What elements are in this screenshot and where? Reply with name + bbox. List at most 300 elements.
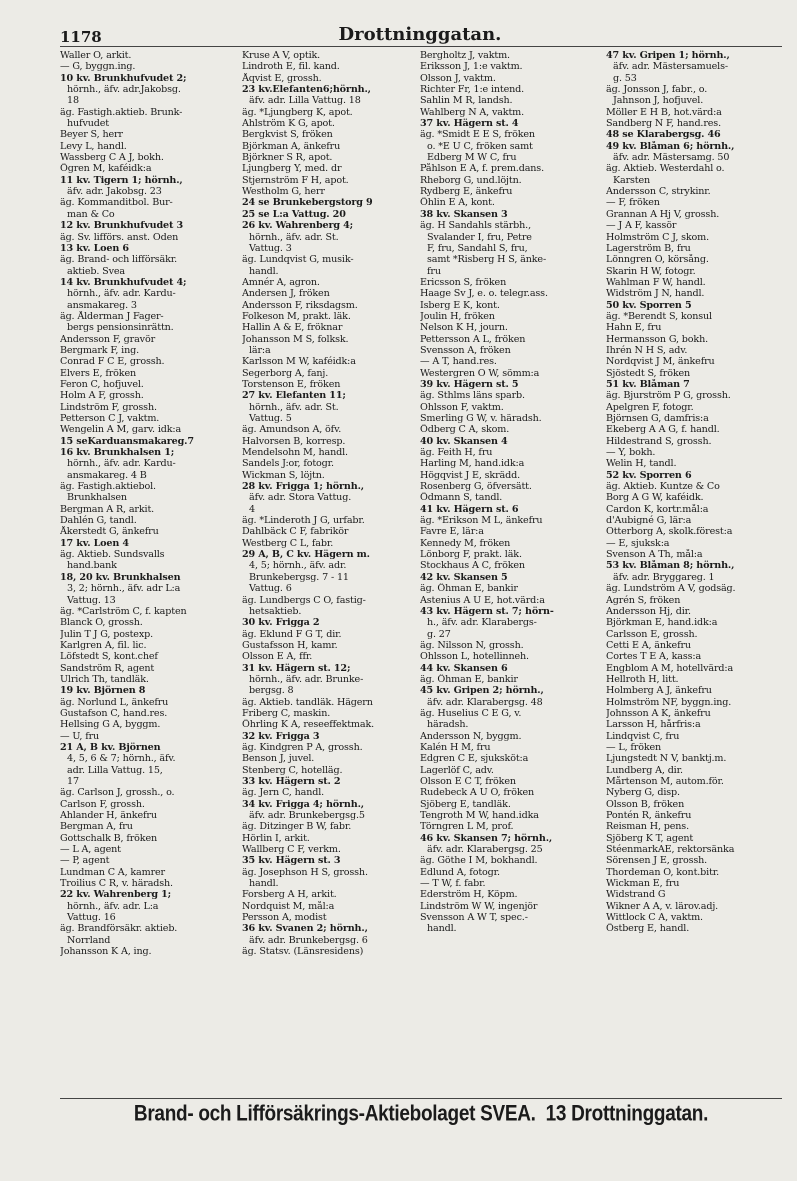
directory-entry: äfv. adr. Mästersamg. 50 (613, 152, 730, 164)
directory-entry: Brunkhalsen (67, 492, 127, 504)
directory-entry: Svenson A Th, mål:a (606, 549, 703, 561)
directory-entry: Halvorsen B, korresp. (242, 435, 346, 447)
block-heading: 38 kv. Skansen 3 (420, 208, 508, 220)
directory-entry: Bergman A, fru (60, 821, 133, 833)
directory-entry: Carlsson E, grossh. (606, 628, 698, 640)
directory-entry: Brunkebergsg. 7 - 11 (249, 571, 349, 583)
directory-entry: Lundberg A, dir. (606, 764, 683, 776)
directory-entry: hörnh., äfv. adr. Kardu- (67, 288, 176, 300)
block-heading: 45 kv. Gripen 2; hörnh., (420, 685, 544, 697)
directory-entry: Rheborg G, und.löjtn. (420, 174, 522, 186)
directory-entry: Ahlström K G, apot. (242, 118, 335, 130)
directory-entry: Engblom A M, hotellvärd:a (606, 662, 734, 674)
directory-entry: äg. Sv. lifförs. anst. Oden (60, 231, 179, 243)
directory-entry: Skarin H W, fotogr. (606, 265, 696, 277)
directory-entry: Mårtenson M, autom.för. (606, 776, 724, 787)
directory-entry: Thordeman O, kont.bitr. (606, 866, 720, 878)
directory-entry: Sjöstedt S, fröken (606, 367, 691, 379)
directory-entry: Grannan A Hj V, grossh. (606, 208, 720, 220)
directory-entry: äfv. adr. Klarabergsg. 48 (427, 696, 543, 708)
directory-entry: Nordqvist J M, änkefru (606, 356, 715, 368)
directory-entry: Kalén H M, fru (420, 741, 491, 753)
block-heading: 28 kv. Frigga 1; hörnh., (242, 481, 364, 493)
directory-entry: Hörlin I, arkit. (242, 832, 310, 844)
directory-entry: Nyberg G, disp. (606, 787, 680, 799)
block-heading: 30 kv. Frigga 2 (242, 617, 320, 629)
directory-entry: äfv. adr. Brunkebergsg. 6 (249, 934, 368, 946)
header-rule (60, 46, 782, 47)
directory-entry: Nordquist M, mål:a (242, 900, 335, 912)
block-heading: 49 kv. Blåman 6; hörnh., (606, 140, 735, 152)
directory-entry: äg. Aktieb. tandläk. Hägern (242, 696, 373, 708)
directory-entry: d'Aubigné G, lär:a (606, 515, 692, 527)
block-heading: 44 kv. Skansen 6 (420, 662, 508, 674)
directory-entry: Westholm G, herr (242, 186, 325, 198)
directory-entry: — F, fröken (606, 197, 660, 209)
directory-entry: Wallberg C F, verkm. (242, 844, 341, 856)
directory-entry: Åkerstedt G, änkefru (60, 526, 159, 538)
directory-entry: Conrad F C E, grossh. (60, 356, 165, 368)
directory-entry: Vattug. 5 (249, 413, 292, 424)
block-heading: 29 A, B, C kv. Hägern m. (242, 549, 370, 561)
directory-entry: ansmakareg. 3 (67, 299, 137, 311)
directory-entry: Sörensen J E, grossh. (606, 855, 708, 867)
directory-entry: Johansson M S, folksk. (242, 333, 349, 345)
directory-entry: äg. Lundqvist G, musik- (242, 254, 354, 266)
block-heading: 36 kv. Svanen 2; hörnh., (242, 923, 368, 935)
directory-entry: Kruse A V, optik. (242, 50, 321, 61)
directory-entry: Holmström C J, skom. (606, 231, 710, 243)
directory-entry: äg. *Berendt S, konsul (606, 310, 712, 322)
directory-entry: Cetti E A, änkefru (606, 639, 691, 651)
directory-entry: Otterborg A, skolk.förest:a (606, 526, 733, 538)
directory-entry: 4, 5; hörnh., äfv. adr. (249, 560, 347, 572)
directory-entry: häradsh. (427, 719, 469, 731)
directory-entry: Wikner A A, v. lärov.adj. (606, 900, 719, 912)
directory-entry: Lundman C A, kamrer (60, 866, 165, 878)
directory-entry: ansmakareg. 4 B (67, 469, 147, 481)
directory-entry: Apelgren F, fotogr. (606, 401, 694, 413)
directory-entry: Wittlock C A, vaktm. (606, 912, 703, 924)
directory-entry: äg. Huselius C E G, v. (420, 707, 522, 719)
directory-entry: Dahlbäck C F, fabrikör (242, 526, 349, 538)
directory-entry: äg. Brand- och lifförsäkr. (60, 254, 178, 266)
directory-entry: handl. (249, 265, 279, 277)
directory-entry: Holmström NF, byggn.ing. (606, 696, 732, 708)
block-heading: 16 kv. Brunkhalsen 1; (60, 447, 175, 459)
directory-entry: Reisman H, pens. (606, 821, 689, 833)
directory-entry: Törngren L M, prof. (420, 821, 514, 833)
directory-entry: Larsson H, hårfris:a (606, 719, 701, 731)
directory-entry: äg. Sthlms läns sparb. (420, 390, 525, 402)
directory-entry: Troilius C R, v. häradsh. (60, 878, 173, 890)
directory-entry: — J A F, kassör (606, 220, 677, 232)
directory-entry: Isberg E K, kont. (420, 299, 500, 311)
directory-entry: Holmberg A J, änkefru (606, 685, 712, 697)
directory-entry: Gustafson C, hand.res. (60, 707, 168, 719)
directory-entry: Ericsson S, fröken (420, 276, 507, 288)
directory-entry: — T W, f. fabr. (420, 878, 486, 890)
directory-entry: Högqvist J E, skrädd. (420, 469, 520, 481)
block-heading: 37 kv. Hägern st. 4 (420, 118, 519, 130)
directory-entry: Ohlsson L, hotellinneh. (420, 651, 529, 663)
directory-entry: Ljungberg Y, med. dr (242, 163, 342, 175)
directory-entry: g. 27 (427, 628, 451, 640)
block-heading: 43 kv. Hägern st. 7; hörn- (420, 605, 554, 617)
directory-entry: äg. Jern C, handl. (242, 787, 325, 799)
directory-entry: hand.bank (67, 560, 117, 572)
directory-entry: hörnh., äfv. adr.Jakobsg. (67, 84, 181, 96)
directory-entry: äg. Öhman E, bankir (420, 583, 518, 595)
block-heading: 47 kv. Gripen 1; hörnh., (606, 50, 730, 61)
directory-entry: — L A, agent (60, 844, 121, 856)
directory-entry: Westergren O W, sömm:a (420, 367, 540, 379)
directory-entry: äfv. adr. Jakobsg. 23 (67, 186, 162, 198)
directory-entry: Benson J, juvel. (242, 753, 315, 765)
block-heading: 31 kv. Hägern st. 12; (242, 662, 351, 674)
block-heading: 33 kv. Hägern st. 2 (242, 776, 341, 787)
directory-entry: äg. Feith H, fru (420, 447, 493, 459)
directory-entry: äg. Aktieb. Westerdahl o. (606, 163, 725, 175)
directory-entry: Stenberg C, hotelläg. (242, 764, 343, 776)
directory-entry: Richter Fr, 1:e intend. (420, 84, 525, 96)
directory-entry: Segerborg A, fanj. (242, 367, 329, 379)
directory-entry: Cortes T E A, kass:a (606, 651, 702, 663)
directory-entry: Wickman E, fru (606, 878, 680, 890)
directory-entry: Möller E H B, hot.värd:a (606, 106, 722, 118)
block-heading: 39 kv. Hägern st. 5 (420, 378, 519, 390)
block-heading: 48 se Klarabergsg. 46 (606, 129, 721, 141)
directory-entry: Sandels J:or, fotogr. (242, 458, 334, 470)
directory-entry: Karlgren A, fil. lic. (60, 639, 147, 651)
directory-entry: g. 53 (613, 72, 637, 84)
block-heading: 15 seKarduansmakareg.7 (60, 435, 194, 447)
directory-entry: Svalander I, fru, Petre (427, 231, 532, 243)
directory-entry: Bergkvist S, fröken (242, 129, 333, 141)
directory-entry: — E, sjuksk:a (606, 537, 670, 549)
directory-entry: Björnsen G, damfris:a (606, 413, 709, 424)
directory-entry: Sahlin M R, landsh. (420, 95, 513, 107)
directory-entry: Vattug. 3 (249, 242, 292, 254)
directory-entry: h., äfv. adr. Klarabergs- (427, 617, 537, 629)
directory-entry: — G, byggn.ing. (60, 61, 136, 73)
directory-entry: Ljungstedt N V, banktj.m. (606, 753, 727, 765)
directory-entry: Elvers E, fröken (60, 367, 137, 379)
directory-entry: Lönngren O, körsång. (606, 254, 709, 266)
directory-entry: — L, fröken (606, 741, 662, 753)
directory-entry: Norrland (67, 934, 111, 946)
banner-text (134, 1102, 708, 1127)
directory-entry: Påhlson E A, f. prem.dans. (420, 163, 544, 175)
street-title: Drottninggatan. (338, 24, 502, 45)
directory-entry: Borg A G W, kaféidk. (606, 492, 704, 504)
directory-entry: 17 (67, 776, 79, 787)
directory-entry: Agrén S, fröken (606, 594, 681, 606)
directory-entry: Amnér A, agron. (242, 276, 320, 288)
directory-entry: Ahlander H, änkefru (60, 810, 157, 822)
directory-entry: Björkman A, änkefru (242, 140, 341, 152)
directory-entry: Feron C, hofjuvel. (60, 378, 144, 390)
directory-entry: aktieb. Svea (67, 265, 125, 277)
directory-entry: Ulrich Th, tandläk. (60, 673, 149, 685)
directory-entry: Åqvist E, grossh. (242, 72, 322, 84)
directory-entry: samt *Risberg H S, änke- (427, 254, 547, 266)
directory-entry: Johnsson A K, änkefru (606, 707, 711, 719)
directory-entry: Bergholtz J, vaktm. (420, 50, 510, 61)
directory-entry: adr. Lilla Vattug. 15, (67, 764, 163, 776)
directory-entry: Gustafsson H, kamr. (242, 639, 338, 651)
block-heading: 25 se L:a Vattug. 20 (242, 208, 346, 220)
directory-entry: Wassberg C A J, bokh. (60, 152, 164, 164)
directory-entry: Wahlman F W, handl. (606, 276, 706, 288)
directory-entry: äg. Ålderman J Fager- (60, 310, 164, 322)
directory-entry: Sandström R, agent (60, 662, 155, 674)
advertisement-banner (60, 1104, 782, 1134)
directory-entry: äg. *Erikson M L, änkefru (420, 515, 543, 527)
directory-entry: Eriksson J, 1:e vaktm. (420, 61, 523, 73)
directory-entry: äg. Norlund L, änkefru (60, 696, 169, 708)
directory-entry: Björkman E, hand.idk:a (606, 617, 718, 629)
directory-entry: äfv. adr. Lilla Vattug. 18 (249, 95, 361, 107)
directory-entry: äg. Öhman E, bankir (420, 673, 518, 685)
directory-entry: äg. Aktieb. Sundsvalls (60, 549, 165, 561)
block-heading: 19 kv. Björnen 8 (60, 685, 146, 697)
directory-entry: Hellsing G A, byggm. (60, 719, 161, 731)
block-heading: 51 kv. Blåman 7 (606, 378, 690, 390)
directory-entry: Vattug. 6 (249, 583, 292, 595)
directory-entry: Westberg C L, fabr. (242, 537, 334, 549)
block-heading: 21 A, B kv. Björnen (60, 741, 161, 753)
directory-entry: Kennedy M, fröken (420, 537, 511, 549)
block-heading: 13 kv. Loen 6 (60, 242, 129, 254)
directory-entry: äfv. adr. Bryggareg. 1 (613, 571, 715, 583)
directory-entry: Pettersson A L, fröken (420, 333, 526, 345)
directory-entry: Sandberg N F, hand.res. (606, 118, 721, 130)
directory-entry: hufvudet (67, 118, 109, 130)
directory-entry: Lagerlöf C, adv. (420, 764, 494, 776)
directory-entry: Löfstedt S, kont.chef (60, 651, 158, 663)
directory-entry: Julin T J G, postexp. (60, 628, 153, 640)
block-heading: 35 kv. Hägern st. 3 (242, 855, 341, 867)
directory-entry: Wahlberg N A, vaktm. (420, 106, 525, 118)
directory-entry: äg. *Ljungberg K, apot. (242, 106, 353, 118)
block-heading: 46 kv. Skansen 7; hörnh., (420, 832, 553, 844)
block-heading: 23 kv.Elefanten6;hörnh., (242, 84, 371, 96)
directory-entry: 4 (249, 503, 255, 515)
directory-entry: Andersson Hj, dir. (606, 605, 691, 617)
directory-entry: Edlund A, fotogr. (420, 866, 500, 878)
directory-entry: 3, 2; hörnh., äfv. adr L:a (67, 583, 181, 595)
directory-entry: — Y, bokh. (606, 447, 656, 459)
directory-entry: Hellroth H, litt. (606, 673, 679, 685)
directory-entry: äg. Jonsson J, fabr., o. (606, 84, 708, 96)
block-heading: 26 kv. Wahrenberg 4; (242, 220, 354, 232)
directory-entry: Olsson B, fröken (606, 798, 685, 810)
directory-entry: Hermansson G, bokh. (606, 333, 709, 345)
directory-entry: äg. Lundbergs C O, fastig- (242, 594, 366, 606)
directory-entry: äg. Fastigh.aktiebol. (60, 481, 156, 493)
directory-entry: äfv. adr. Klarabergsg. 25 (427, 844, 543, 856)
directory-entry: Öhlin E A, kont. (420, 197, 495, 209)
directory-entry: äg. H Sandahls stärbh., (420, 220, 531, 232)
directory-entry: Harling M, hand.idk:a (420, 458, 525, 470)
directory-entry: Ögren M, kaféidk:a (60, 163, 152, 175)
directory-entry: Vattug. 13 (67, 594, 116, 606)
block-heading: 24 se Brunkebergstorg 9 (242, 197, 373, 209)
directory-entry: hetsaktieb. (249, 605, 302, 617)
block-heading: 50 kv. Sporren 5 (606, 299, 692, 311)
directory-entry: o. *E U C, fröken samt (427, 140, 533, 152)
directory-entry: Olsson E A, ffr. (242, 651, 313, 663)
directory-entry: Welin H, tandl. (606, 458, 677, 470)
block-heading: 18, 20 kv. Brunkhalsen (60, 571, 181, 583)
directory-entry: Johansson K A, ing. (60, 946, 152, 958)
directory-entry: Beyer S, herr (60, 129, 123, 141)
block-heading: 42 kv. Skansen 5 (420, 571, 508, 583)
directory-entry: äg. Aktieb. Kuntze & Co (606, 481, 720, 493)
directory-entry: Lindström F, grossh. (60, 401, 157, 413)
block-heading: 10 kv. Brunkhufvudet 2; (60, 72, 187, 84)
directory-entry: Cardon K, kortr.mål:a (606, 503, 709, 515)
directory-entry: Lindström W W, ingenjör (420, 900, 538, 912)
block-heading: 32 kv. Frigga 3 (242, 730, 320, 742)
directory-entry: Nelson K H, journ. (420, 322, 508, 334)
directory-entry: Mendelsohn M, handl. (242, 447, 348, 459)
directory-entry: Ödmann S, tandl. (420, 492, 503, 504)
directory-column-1 (60, 50, 240, 1096)
directory-entry: — U, fru (60, 730, 100, 742)
directory-entry: Widström J N, handl. (606, 288, 705, 300)
directory-entry: äg. Statsv. (Länsresidens) (242, 946, 364, 958)
directory-entry: Ederström H, Köpm. (420, 889, 518, 901)
block-heading: 12 kv. Brunkhufvudet 3 (60, 220, 183, 232)
directory-entry: Vattug. 16 (67, 912, 116, 924)
directory-entry: Edgren C E, sjuksköt:a (420, 753, 529, 765)
block-heading: 53 kv. Blåman 8; hörnh., (606, 560, 735, 572)
directory-entry: Smerling G W, v. häradsh. (420, 413, 542, 424)
directory-entry: Karlsson M W, kaféidk:a (242, 356, 356, 368)
directory-entry: Svensson A W T, spec.- (420, 912, 528, 924)
directory-entry: Persson A, modist (242, 912, 327, 924)
directory-column-4 (606, 50, 784, 1096)
directory-entry: hörnh., äfv. adr. L:a (67, 900, 159, 912)
block-heading: 34 kv. Frigga 4; hörnh., (242, 798, 364, 810)
directory-entry: äg. Josephson H S, grossh. (242, 866, 368, 878)
directory-entry: äg. Lundström A V, godsäg. (606, 583, 736, 595)
directory-entry: Stjernström F H, apot. (242, 174, 349, 186)
directory-entry: Öhrling K A, reseeffektmak. (242, 719, 375, 731)
directory-entry: Stockhaus A C, fröken (420, 560, 525, 572)
directory-entry: Levy L, handl. (60, 140, 127, 152)
block-heading: 41 kv. Hägern st. 6 (420, 503, 519, 515)
directory-entry: hörnh., äfv. adr. Kardu- (67, 458, 176, 470)
directory-entry: Sjöberg K T, agent (606, 832, 694, 844)
directory-entry: Astenius A U E, hot.värd:a (420, 594, 545, 606)
directory-entry: äfv. adr. Brunkebergsg.5 (249, 810, 365, 822)
directory-entry: handl. (427, 923, 457, 935)
block-heading: 22 kv. Wahrenberg 1; (60, 889, 172, 901)
footer-rule (60, 1098, 782, 1099)
directory-entry: Hahn E, fru (606, 322, 662, 334)
directory-entry: äg. Eklund F G T, dir. (242, 628, 342, 640)
directory-entry: lär:a (249, 344, 271, 356)
directory-columns (60, 50, 784, 1096)
directory-entry: Karsten (613, 174, 651, 186)
directory-entry: Olsson J, vaktm. (420, 72, 496, 84)
directory-entry: — P, agent (60, 855, 110, 867)
directory-entry: Favre E, lär:a (420, 526, 484, 538)
directory-entry: Rosenberg G, öfversätt. (420, 481, 532, 493)
directory-entry: Olsson E C T, fröken (420, 776, 516, 787)
directory-entry: Petterson C J, vaktm. (60, 413, 160, 424)
directory-entry: äfv. adr. Mästersamuels- (613, 61, 728, 73)
directory-entry: Ohlsson F, vaktm. (420, 401, 504, 413)
directory-entry: Lagerström B, fru (606, 242, 691, 254)
directory-entry: Forsberg A H, arkit. (242, 889, 337, 901)
directory-column-3 (420, 50, 602, 1096)
directory-entry: äg. Bjurström P G, grossh. (606, 390, 731, 402)
directory-entry: Rydberg E, änkefru (420, 186, 513, 198)
directory-entry: F, fru, Sandahl S, fru, (427, 242, 528, 254)
directory-entry: Björkner S R, apot. (242, 152, 333, 164)
directory-entry: Torstenson E, fröken (242, 378, 341, 390)
directory-entry: Östberg E, handl. (606, 923, 690, 935)
directory-entry: Holm A F, grossh. (60, 390, 144, 402)
directory-entry: hörnh., äfv. adr. St. (249, 231, 339, 243)
directory-entry: Sjöberg E, tandläk. (420, 798, 511, 810)
directory-entry: äg. Ditzinger B W, fabr. (242, 821, 352, 833)
directory-entry: Wengelin A M, garv. idk:a (60, 424, 182, 436)
directory-entry: Haage Sv J, e. o. telegr.ass. (420, 288, 548, 300)
directory-entry: Pontén R, änkefru (606, 810, 692, 822)
directory-entry: 18 (67, 95, 79, 107)
directory-entry: Hildestrand S, grossh. (606, 435, 712, 447)
block-heading: 27 kv. Elefanten 11; (242, 390, 346, 402)
directory-entry: man & Co (67, 208, 115, 220)
directory-entry: Andersson N, byggm. (420, 730, 522, 742)
directory-entry: Edberg M W C, fru (427, 152, 517, 164)
directory-entry: — A T, hand.res. (420, 356, 497, 368)
directory-entry: Andersen J, fröken (242, 288, 330, 300)
directory-entry: Rudebeck A U O, fröken (420, 787, 535, 799)
directory-entry: Hallin A & E, fröknar (242, 322, 343, 334)
directory-entry: Lindqvist C, fru (606, 730, 680, 742)
directory-entry: Andersson F, gravör (60, 333, 156, 345)
directory-entry: Joulin H, fröken (420, 310, 495, 322)
directory-entry: 4, 5, 6 & 7; hörnh., äfv. (67, 753, 176, 765)
block-heading: 40 kv. Skansen 4 (420, 435, 508, 447)
directory-entry: äg. Amundson A, öfv. (242, 424, 342, 436)
directory-entry: Ihrén N H S, adv. (606, 344, 688, 356)
directory-entry: Folkeson M, prakt. läk. (242, 310, 351, 322)
banner-company: Brand- och Lifförsäkrings-Aktiebolaget SVEA. (133, 1102, 536, 1127)
directory-entry: Ekeberg A A G, f. handl. (606, 424, 720, 436)
directory-entry: Friberg C, maskin. (242, 707, 331, 719)
directory-entry: Bergman A R, arkit. (60, 503, 155, 515)
directory-entry: äg. Göthe I M, bokhandl. (420, 855, 538, 867)
banner-address: 13 Drottninggatan. (545, 1102, 709, 1127)
directory-entry: Svensson A, fröken (420, 344, 511, 356)
directory-entry: handl. (249, 878, 279, 890)
directory-entry: äg. Nilsson N, grossh. (420, 639, 524, 651)
directory-entry: Dahlén G, tandl. (60, 515, 137, 527)
block-heading: 52 kv. Sporren 6 (606, 469, 692, 481)
directory-entry: äg. *Carlström C, f. kapten (60, 605, 187, 617)
directory-entry: hörnh., äfv. adr. St. (249, 401, 339, 413)
directory-entry: Lönborg F, prakt. läk. (420, 549, 522, 561)
directory-entry: Tengroth M W, hand.idka (420, 810, 539, 822)
directory-entry: Wickman S, löjtn. (242, 469, 325, 481)
